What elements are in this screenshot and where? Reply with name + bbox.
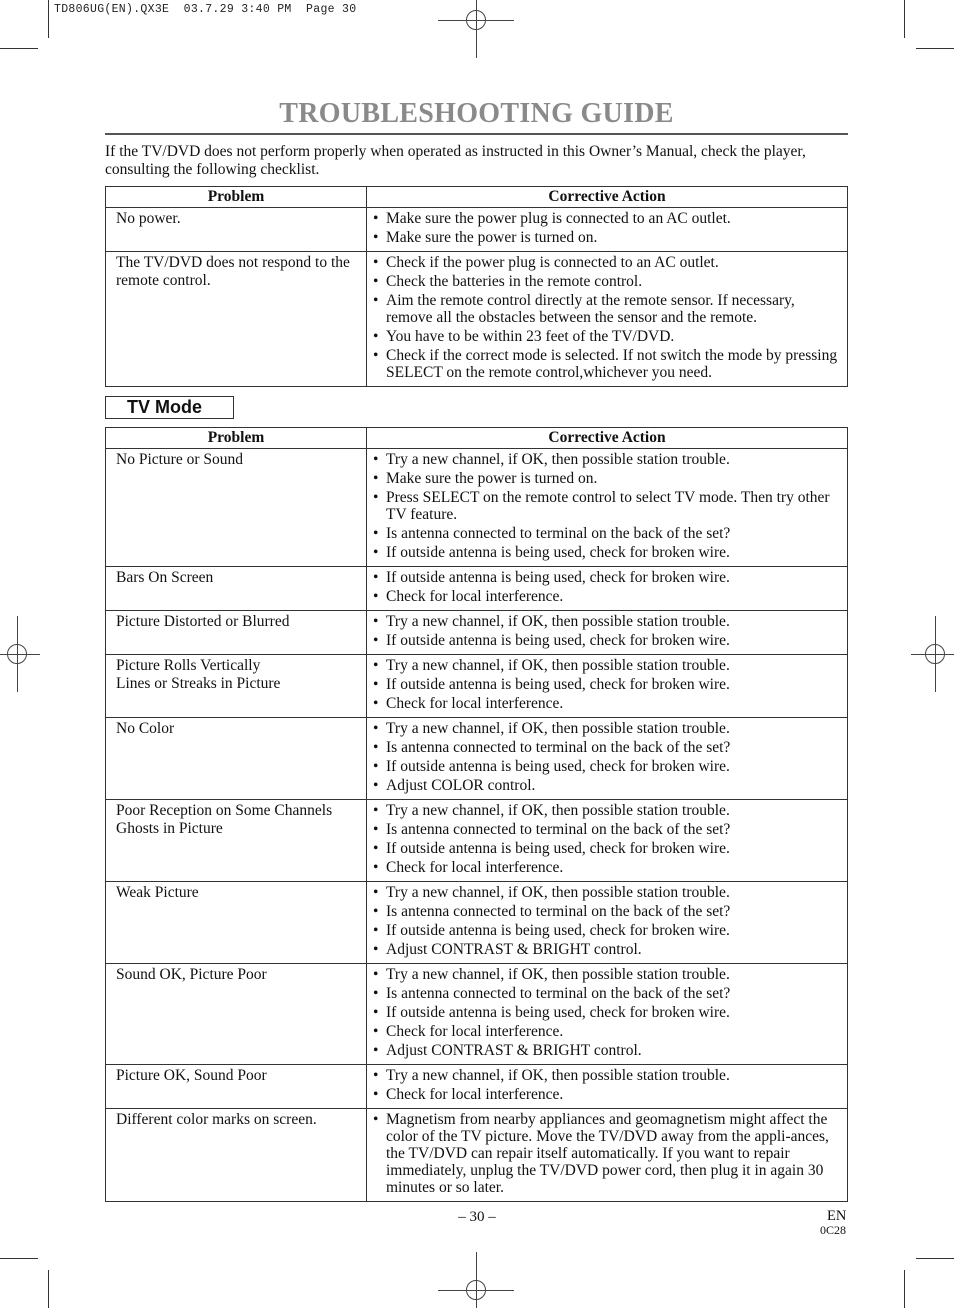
registration-mark-top <box>462 6 490 34</box>
action-item: • Try a new channel, if OK, then possible station trouble. <box>373 884 845 901</box>
problem-text: Picture Rolls Vertically <box>116 656 261 674</box>
action-list <box>373 720 845 794</box>
action-item: • Press SELECT on the remote control to select TV mode. Then try other TV feature. <box>373 489 845 523</box>
action-item: • Try a new channel, if OK, then possible station trouble. <box>373 657 845 674</box>
column-header-problem: Problem <box>106 187 367 208</box>
table-row <box>106 881 848 963</box>
action-item: • Check if the power plug is connected to an AC outlet. <box>373 254 845 271</box>
corrective-action-cell <box>367 1108 848 1201</box>
column-header-problem: Problem <box>106 428 367 449</box>
action-item: • Is antenna connected to terminal on the back of the set? <box>373 525 845 542</box>
tv-mode-heading: TV Mode <box>105 396 234 419</box>
problem-cell <box>106 1064 367 1108</box>
registration-mark-bottom <box>462 1276 490 1304</box>
table-row <box>106 207 848 251</box>
action-item: • Try a new channel, if OK, then possible station trouble. <box>373 613 845 630</box>
crop-mark <box>916 1258 954 1259</box>
table-row <box>106 799 848 881</box>
table-row <box>106 610 848 654</box>
page-title: TROUBLESHOOTING GUIDE <box>279 98 674 129</box>
action-item: • Check if the correct mode is selected. If not switch the mode by pressing SELECT on the remote control,whichever you need. <box>373 347 845 381</box>
action-list <box>373 657 845 712</box>
problem-cell <box>106 654 367 717</box>
action-item: • If outside antenna is being used, check for broken wire. <box>373 840 845 857</box>
action-item: • Try a new channel, if OK, then possible station trouble. <box>373 966 845 983</box>
action-list <box>373 613 845 649</box>
action-item: • Make sure the power plug is connected to an AC outlet. <box>373 210 845 227</box>
table-row <box>106 566 848 610</box>
table-body <box>106 207 848 386</box>
registration-mark-left <box>3 640 31 668</box>
action-list <box>373 210 845 246</box>
action-item: • Is antenna connected to terminal on the back of the set? <box>373 903 845 920</box>
registration-mark-right <box>921 640 949 668</box>
problem-text: Poor Reception on Some Channels <box>116 801 333 819</box>
problem-cell <box>106 963 367 1064</box>
action-list <box>373 569 845 605</box>
crop-mark <box>0 48 38 49</box>
problem-text: Ghosts in Picture <box>116 820 223 837</box>
troubleshooting-table-general <box>105 186 848 387</box>
table-row <box>106 1064 848 1108</box>
troubleshooting-table-tv-mode <box>105 427 848 1202</box>
table-row <box>106 717 848 799</box>
problem-text: Different color marks on screen. <box>116 1110 317 1128</box>
problem-cell <box>106 799 367 881</box>
action-list <box>373 1111 845 1196</box>
corrective-action-cell <box>367 1064 848 1108</box>
action-list <box>373 966 845 1059</box>
action-item: • If outside antenna is being used, check for broken wire. <box>373 922 845 939</box>
problem-text: Picture Distorted or Blurred <box>116 612 290 630</box>
table-row <box>106 963 848 1064</box>
action-item: • Try a new channel, if OK, then possible station trouble. <box>373 1067 845 1084</box>
problem-text: Picture OK, Sound Poor <box>116 1066 267 1084</box>
problem-text: Sound OK, Picture Poor <box>116 965 267 983</box>
intro-paragraph: If the TV/DVD does not perform properly when operated as instructed in this Owner’s Manual, check the player, consulting the following checklist. <box>105 143 806 178</box>
action-list <box>373 884 845 958</box>
action-item: • You have to be within 23 feet of the TV/DVD. <box>373 328 845 345</box>
table-header-row <box>106 428 848 449</box>
problem-text: The TV/DVD does not respond to the remote control. <box>116 253 350 289</box>
action-item: • If outside antenna is being used, check for broken wire. <box>373 632 845 649</box>
action-item: • Adjust COLOR control. <box>373 777 845 794</box>
action-item: • Is antenna connected to terminal on the back of the set? <box>373 821 845 838</box>
problem-text: No Picture or Sound <box>116 450 244 468</box>
table-row <box>106 251 848 386</box>
language-code: EN <box>827 1208 847 1224</box>
action-item: • Check for local interference. <box>373 695 845 712</box>
corrective-action-cell <box>367 963 848 1064</box>
action-item: • Is antenna connected to terminal on the back of the set? <box>373 985 845 1002</box>
problem-cell <box>106 448 367 566</box>
action-list <box>373 254 845 381</box>
problem-text: No power. <box>116 209 181 227</box>
crop-mark <box>48 0 49 38</box>
action-item: • Make sure the power is turned on. <box>373 229 845 246</box>
document-code: 0C28 <box>820 1223 847 1237</box>
table-header-row <box>106 187 848 208</box>
action-item: • Adjust CONTRAST & BRIGHT control. <box>373 941 845 958</box>
corrective-action-cell <box>367 251 848 386</box>
title-rule <box>105 133 848 135</box>
table-row <box>106 654 848 717</box>
corrective-action-cell <box>367 610 848 654</box>
action-item: • If outside antenna is being used, check for broken wire. <box>373 544 845 561</box>
table-body <box>106 448 848 1201</box>
action-item: • Check for local interference. <box>373 859 845 876</box>
crop-mark <box>904 0 905 38</box>
crop-mark <box>0 1258 38 1259</box>
action-item: • Make sure the power is turned on. <box>373 470 845 487</box>
corrective-action-cell <box>367 654 848 717</box>
corrective-action-cell <box>367 448 848 566</box>
column-header-corrective-action: Corrective Action <box>367 187 848 208</box>
corrective-action-cell <box>367 799 848 881</box>
print-slug: TD806UG(EN).QX3E 03.7.29 3:40 PM Page 30 <box>54 3 357 16</box>
problem-text: No Color <box>116 719 175 737</box>
action-list <box>373 451 845 561</box>
problem-text: Weak Picture <box>116 883 199 901</box>
corrective-action-cell <box>367 717 848 799</box>
column-header-corrective-action: Corrective Action <box>367 428 848 449</box>
problem-cell <box>106 207 367 251</box>
action-item: • Check the batteries in the remote control. <box>373 273 845 290</box>
action-item: • Check for local interference. <box>373 1023 845 1040</box>
action-item: • If outside antenna is being used, check for broken wire. <box>373 758 845 775</box>
action-item: • Check for local interference. <box>373 1086 845 1103</box>
problem-cell <box>106 566 367 610</box>
problem-cell <box>106 717 367 799</box>
corrective-action-cell <box>367 207 848 251</box>
action-item: • Aim the remote control directly at the remote sensor. If necessary, remove all the obstacles between the sensor and the remote. <box>373 292 845 326</box>
problem-cell <box>106 1108 367 1201</box>
problem-text: Lines or Streaks in Picture <box>116 675 281 692</box>
problem-cell <box>106 251 367 386</box>
action-list <box>373 802 845 876</box>
action-list <box>373 1067 845 1103</box>
problem-cell <box>106 881 367 963</box>
problem-cell <box>106 610 367 654</box>
action-item: • Is antenna connected to terminal on the back of the set? <box>373 739 845 756</box>
crop-mark <box>48 1270 49 1308</box>
action-item: • Try a new channel, if OK, then possible station trouble. <box>373 720 845 737</box>
page-number: – 30 – <box>458 1209 496 1225</box>
table-row <box>106 448 848 566</box>
corrective-action-cell <box>367 881 848 963</box>
action-item: • Adjust CONTRAST & BRIGHT control. <box>373 1042 845 1059</box>
action-item: • If outside antenna is being used, check for broken wire. <box>373 569 845 586</box>
problem-text: Bars On Screen <box>116 568 214 586</box>
crop-mark <box>916 48 954 49</box>
corrective-action-cell <box>367 566 848 610</box>
action-item: • If outside antenna is being used, check for broken wire. <box>373 1004 845 1021</box>
action-item: • Magnetism from nearby appliances and geomagnetism might affect the color of the TV picture. Move the TV/DVD away from the appli-ances, the TV/DVD can repair itself automatically. If you want to repair immediately, unplug the TV/DVD power cord, then plug it in again 30 minutes or so later. <box>373 1111 845 1196</box>
action-item: • Try a new channel, if OK, then possible station trouble. <box>373 802 845 819</box>
table-row <box>106 1108 848 1201</box>
action-item: • If outside antenna is being used, check for broken wire. <box>373 676 845 693</box>
action-item: • Try a new channel, if OK, then possible station trouble. <box>373 451 845 468</box>
action-item: • Check for local interference. <box>373 588 845 605</box>
crop-mark <box>904 1270 905 1308</box>
